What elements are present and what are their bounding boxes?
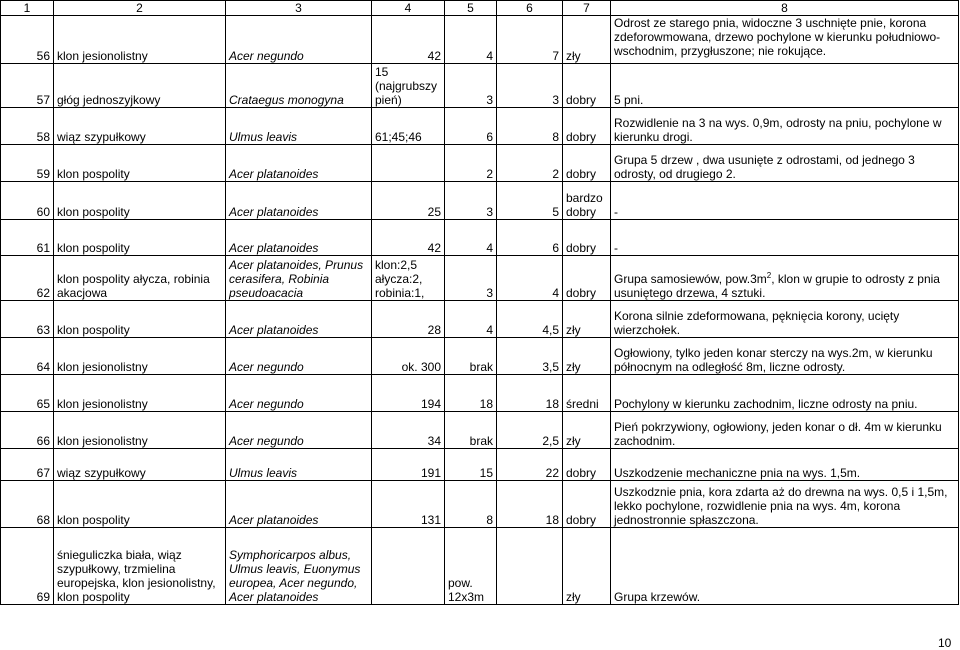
common-name: śnieguliczka biała, wiąz szypułkowy, trzmielina europejska, klon jesionolistny, klon pospolity bbox=[54, 528, 226, 605]
condition: dobry bbox=[563, 220, 611, 256]
height: 6 bbox=[497, 220, 563, 256]
trunk-circumference: 42 bbox=[372, 16, 445, 64]
superscript: 2 bbox=[766, 271, 772, 280]
header-cell: 7 bbox=[563, 1, 611, 16]
trunk-circumference: 28 bbox=[372, 301, 445, 338]
crown-diameter: 8 bbox=[445, 481, 497, 528]
latin-name: Acer negundo bbox=[226, 338, 372, 375]
common-name: klon pospolity bbox=[54, 301, 226, 338]
latin-name: Acer platanoides bbox=[226, 182, 372, 220]
remarks: - bbox=[611, 220, 959, 256]
common-name: wiąz szypułkowy bbox=[54, 108, 226, 145]
crown-diameter: 3 bbox=[445, 182, 497, 220]
table-row bbox=[1, 256, 959, 301]
header-cell: 3 bbox=[226, 1, 372, 16]
height: 18 bbox=[497, 375, 563, 412]
height: 8 bbox=[497, 108, 563, 145]
remarks-part: , klon w grupie to odrosty z pnia usuniętego drzewa, 4 sztuki. bbox=[614, 272, 940, 300]
header-cell: 8 bbox=[611, 1, 959, 16]
remarks: Uszkodzenie mechaniczne pnia na wys. 1,5m. bbox=[611, 449, 959, 481]
header-cell: 4 bbox=[372, 1, 445, 16]
height: 3 bbox=[497, 64, 563, 108]
row-number: 59 bbox=[1, 145, 54, 182]
condition: średni bbox=[563, 375, 611, 412]
trunk-circumference bbox=[372, 528, 445, 605]
remarks: Korona silnie zdeformowana, pęknięcia korony, ucięty wierzchołek. bbox=[611, 301, 959, 338]
row-number: 56 bbox=[1, 16, 54, 64]
crown-diameter: 18 bbox=[445, 375, 497, 412]
table-row bbox=[1, 412, 959, 449]
condition: dobry bbox=[563, 108, 611, 145]
condition: dobry bbox=[563, 481, 611, 528]
height: 3,5 bbox=[497, 338, 563, 375]
latin-name: Crataegus monogyna bbox=[226, 64, 372, 108]
table-row bbox=[1, 16, 959, 64]
remarks: Rozwidlenie na 3 na wys. 0,9m, odrosty na pniu, pochylone w kierunku drogi. bbox=[611, 108, 959, 145]
row-number: 65 bbox=[1, 375, 54, 412]
crown-diameter: pow. 12x3m bbox=[445, 528, 497, 605]
row-number: 61 bbox=[1, 220, 54, 256]
common-name: klon pospolity bbox=[54, 481, 226, 528]
trunk-circumference: 25 bbox=[372, 182, 445, 220]
trunk-circumference: 42 bbox=[372, 220, 445, 256]
header-cell: 6 bbox=[497, 1, 563, 16]
latin-name: Ulmus leavis bbox=[226, 449, 372, 481]
table-row bbox=[1, 528, 959, 605]
latin-name: Ulmus leavis bbox=[226, 108, 372, 145]
row-number: 58 bbox=[1, 108, 54, 145]
remarks: 5 pni. bbox=[611, 64, 959, 108]
trunk-circumference: 131 bbox=[372, 481, 445, 528]
crown-diameter: 15 bbox=[445, 449, 497, 481]
height: 7 bbox=[497, 16, 563, 64]
remarks: Ogłowiony, tylko jeden konar sterczy na wys.2m, w kierunku północnym na odległość 8m, liczne odrosty. bbox=[611, 338, 959, 375]
row-number: 64 bbox=[1, 338, 54, 375]
height: 4,5 bbox=[497, 301, 563, 338]
crown-diameter: 4 bbox=[445, 301, 497, 338]
condition: zły bbox=[563, 412, 611, 449]
height: 2 bbox=[497, 145, 563, 182]
trunk-circumference bbox=[372, 145, 445, 182]
height: 4 bbox=[497, 256, 563, 301]
remarks-part: Grupa samosiewów, pow.3m bbox=[614, 272, 767, 286]
trunk-circumference: 15 (najgrubszy pień) bbox=[372, 64, 445, 108]
row-number: 66 bbox=[1, 412, 54, 449]
crown-diameter: 6 bbox=[445, 108, 497, 145]
remarks bbox=[611, 256, 959, 301]
row-number: 60 bbox=[1, 182, 54, 220]
height: 5 bbox=[497, 182, 563, 220]
trunk-circumference: klon:2,5 ałycza:2, robinia:1, bbox=[372, 256, 445, 301]
header-row bbox=[1, 1, 959, 16]
latin-name: Acer platanoides bbox=[226, 301, 372, 338]
table-row bbox=[1, 220, 959, 256]
crown-diameter: brak bbox=[445, 412, 497, 449]
condition: bardzo dobry bbox=[563, 182, 611, 220]
condition: dobry bbox=[563, 64, 611, 108]
remarks: - bbox=[611, 182, 959, 220]
table-row bbox=[1, 481, 959, 528]
header-cell: 5 bbox=[445, 1, 497, 16]
common-name: klon pospolity bbox=[54, 145, 226, 182]
crown-diameter: 3 bbox=[445, 64, 497, 108]
remarks: Grupa 5 drzew , dwa usunięte z odrostami, od jednego 3 odrosty, od drugiego 2. bbox=[611, 145, 959, 182]
latin-name: Symphoricarpos albus, Ulmus leavis, Euonymus europea, Acer negundo, Acer platanoides bbox=[226, 528, 372, 605]
remarks: Odrost ze starego pnia, widoczne 3 uschnięte pnie, korona zdeforowmowana, drzewo pochylone w kierunku południowo-wschodnim, przygłuszone; nie rokujące. bbox=[611, 16, 959, 64]
remarks: Pochylony w kierunku zachodnim, liczne odrosty na pniu. bbox=[611, 375, 959, 412]
height: 2,5 bbox=[497, 412, 563, 449]
remarks: Grupa krzewów. bbox=[611, 528, 959, 605]
latin-name: Acer negundo bbox=[226, 412, 372, 449]
trunk-circumference: 191 bbox=[372, 449, 445, 481]
table-row bbox=[1, 64, 959, 108]
header-cell: 2 bbox=[54, 1, 226, 16]
crown-diameter: brak bbox=[445, 338, 497, 375]
common-name: klon pospolity bbox=[54, 182, 226, 220]
row-number: 69 bbox=[1, 528, 54, 605]
latin-name: Acer platanoides bbox=[226, 145, 372, 182]
table-row bbox=[1, 449, 959, 481]
condition: dobry bbox=[563, 145, 611, 182]
latin-name: Acer negundo bbox=[226, 375, 372, 412]
page-number: 10 bbox=[938, 636, 952, 650]
trunk-circumference: 34 bbox=[372, 412, 445, 449]
table-row bbox=[1, 375, 959, 412]
height: 22 bbox=[497, 449, 563, 481]
common-name: wiąz szypułkowy bbox=[54, 449, 226, 481]
latin-name: Acer platanoides, Prunus cerasifera, Robinia pseudoacacia bbox=[226, 256, 372, 301]
row-number: 62 bbox=[1, 256, 54, 301]
trunk-circumference: 61;45;46 bbox=[372, 108, 445, 145]
trunk-circumference: ok. 300 bbox=[372, 338, 445, 375]
crown-diameter: 4 bbox=[445, 16, 497, 64]
latin-name: Acer platanoides bbox=[226, 481, 372, 528]
row-number: 57 bbox=[1, 64, 54, 108]
header-cell: 1 bbox=[1, 1, 54, 16]
table-row bbox=[1, 182, 959, 220]
crown-diameter: 3 bbox=[445, 256, 497, 301]
common-name: klon pospolity bbox=[54, 220, 226, 256]
condition: zły bbox=[563, 16, 611, 64]
common-name: klon jesionolistny bbox=[54, 338, 226, 375]
row-number: 67 bbox=[1, 449, 54, 481]
common-name: klon jesionolistny bbox=[54, 412, 226, 449]
common-name: głóg jednoszyjkowy bbox=[54, 64, 226, 108]
latin-name: Acer negundo bbox=[226, 16, 372, 64]
row-number: 68 bbox=[1, 481, 54, 528]
common-name: klon pospolity ałycza, robinia akacjowa bbox=[54, 256, 226, 301]
common-name: klon jesionolistny bbox=[54, 375, 226, 412]
table-row bbox=[1, 301, 959, 338]
condition: zły bbox=[563, 301, 611, 338]
table-row bbox=[1, 338, 959, 375]
remarks: Pień pokrzywiony, ogłowiony, jeden konar o dł. 4m w kierunku zachodnim. bbox=[611, 412, 959, 449]
condition: dobry bbox=[563, 449, 611, 481]
table-row bbox=[1, 145, 959, 182]
crown-diameter: 2 bbox=[445, 145, 497, 182]
condition: dobry bbox=[563, 256, 611, 301]
table-row bbox=[1, 108, 959, 145]
height: 18 bbox=[497, 481, 563, 528]
remarks: Uszkodznie pnia, kora zdarta aż do drewna na wys. 0,5 i 1,5m, lekko pochylone, rozwidlenie pnia na wys. 4m, korona jednostronnie spłaszczona. bbox=[611, 481, 959, 528]
latin-name: Acer platanoides bbox=[226, 220, 372, 256]
condition: zły bbox=[563, 528, 611, 605]
trunk-circumference: 194 bbox=[372, 375, 445, 412]
row-number: 63 bbox=[1, 301, 54, 338]
condition: zły bbox=[563, 338, 611, 375]
crown-diameter: 4 bbox=[445, 220, 497, 256]
common-name: klon jesionolistny bbox=[54, 16, 226, 64]
height bbox=[497, 528, 563, 605]
